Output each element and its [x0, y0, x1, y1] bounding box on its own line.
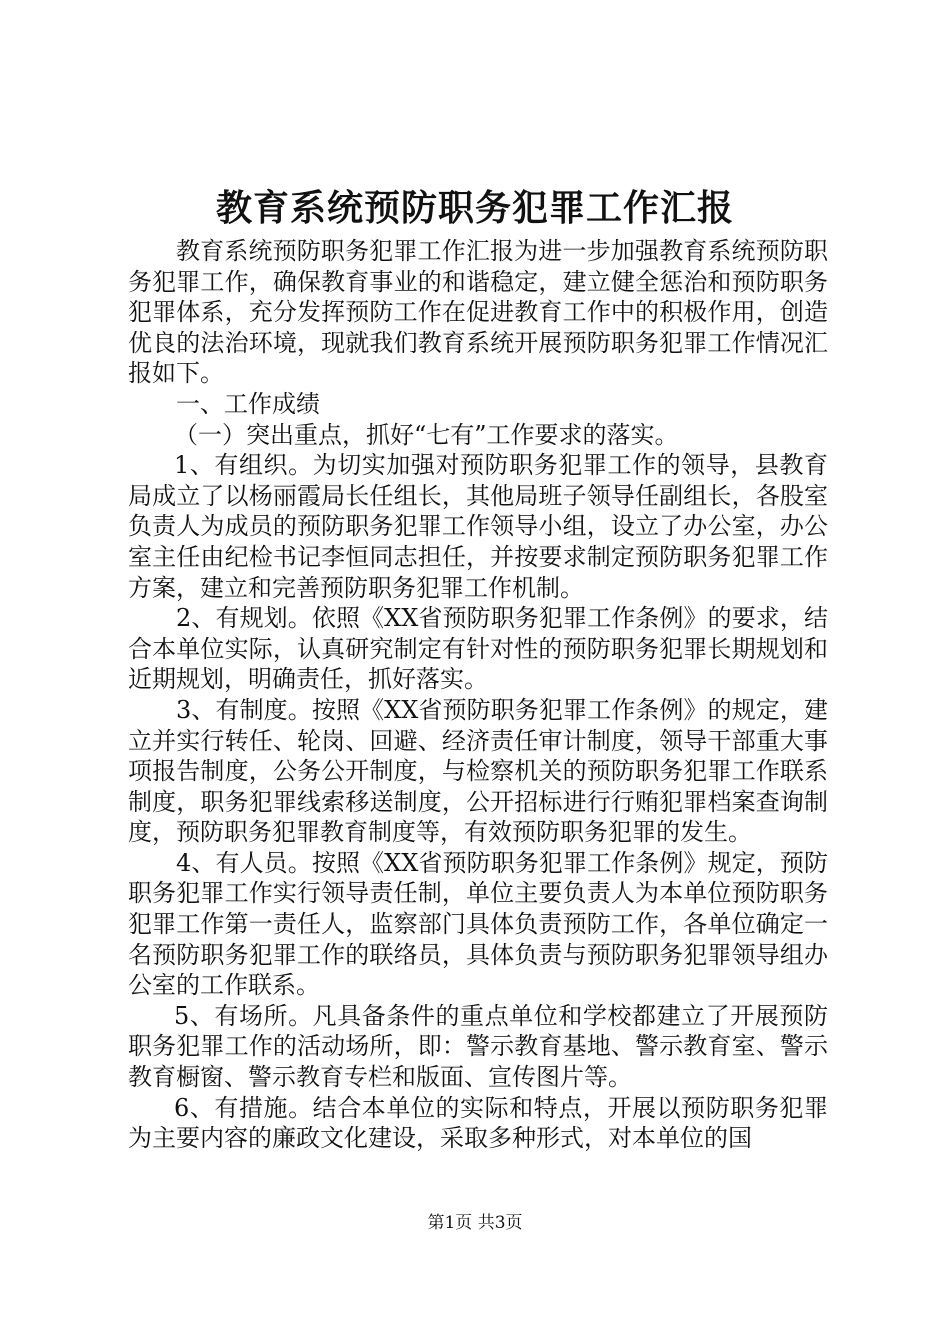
document-body: [128, 236, 828, 1154]
item-organization: 1、有组织。为切实加强对预防职务犯罪工作的领导，县教育局成立了以杨丽霞局长任组长，其他局班子领导任副组长，各股室负责人为成员的预防职务犯罪工作领导小组，设立了办公室，办公室主任由纪检书记李恒同志担任，并按要求制定预防职务犯罪工作方案，建立和完善预防职务犯罪工作机制。: [128, 451, 828, 602]
section-heading: 一、工作成绩: [176, 389, 320, 418]
page-footer: 第1页 共3页: [427, 1213, 523, 1233]
item-venue: 5、有场所。凡具备条件的重点单位和学校都建立了开展预防职务犯罪工作的活动场所，即：警示教育基地、警示教育室、警示教育橱窗、警示教育专栏和版面、宣传图片等。: [128, 1001, 828, 1092]
item-personnel: 4、有人员。按照《XX省预防职务犯罪工作条例》规定，预防职务犯罪工作实行领导责任制，单位主要负责人为本单位预防职务犯罪工作第一责任人，监察部门具体负责预防工作，各单位确定一名预防职务犯罪工作的联络员，具体负责与预防职务犯罪领导组办公室的工作联系。: [128, 848, 828, 1000]
item-planning: 2、有规划。依照《XX省预防职务犯罪工作条例》的要求，结合本单位实际，认真研究制定有针对性的预防职务犯罪长期规划和近期规划，明确责任，抓好落实。: [128, 604, 828, 694]
item-system: 3、有制度。按照《XX省预防职务犯罪工作条例》的规定，建立并实行转任、轮岗、回避、经济责任审计制度，领导干部重大事项报告制度，公务公开制度，与检察机关的预防职务犯罪工作联系制度，职务犯罪线索移送制度，公开招标进行行贿犯罪档案查询制度，预防职务犯罪教育制度等，有效预防职务犯罪的发生。: [128, 695, 828, 847]
item-measures: 6、有措施。结合本单位的实际和特点，开展以预防职务犯罪为主要内容的廉政文化建设，采取多种形式，对本单位的国: [128, 1093, 828, 1153]
intro-paragraph: 教育系统预防职务犯罪工作汇报为进一步加强教育系统预防职务犯罪工作，确保教育事业的和谐稳定，建立健全惩治和预防职务犯罪体系，充分发挥预防工作在促进教育工作中的积极作用，创造优良的法治环境，现就我们教育系统开展预防职务犯罪工作情况汇报如下。: [128, 237, 828, 388]
subsection-heading: （一）突出重点，抓好“七有”工作要求的落实。: [174, 420, 679, 449]
document-title: 教育系统预防职务犯罪工作汇报: [215, 187, 734, 229]
